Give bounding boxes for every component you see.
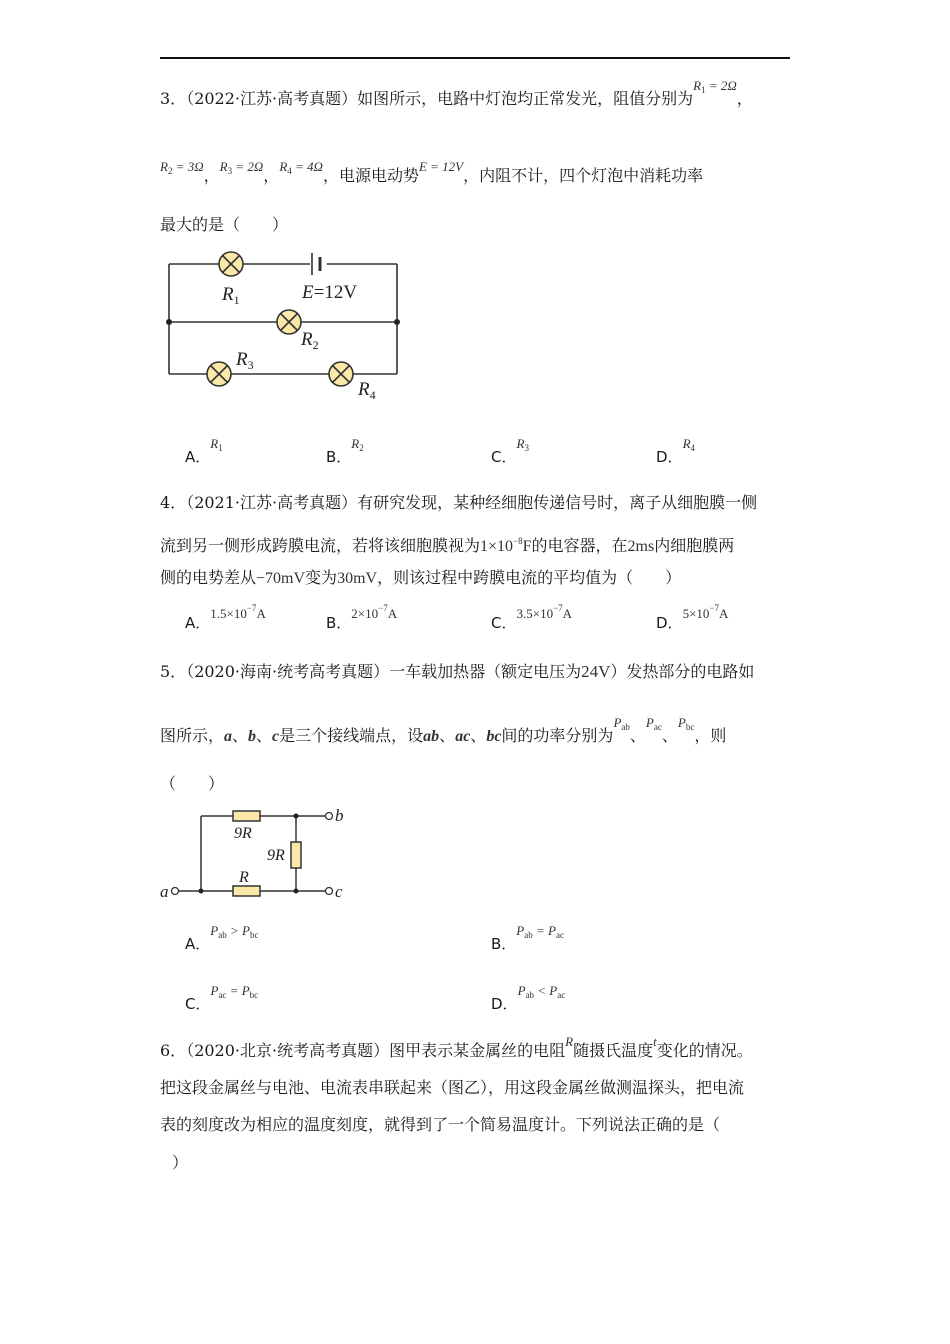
label-b: b bbox=[335, 806, 344, 825]
question-number: 5． bbox=[160, 662, 187, 681]
q4-line-2: 流到另一侧形成跨膜电流，若将该细胞膜视为$1\times 10^{-8}F$的电容器，在2ms内细胞膜两 bbox=[160, 536, 735, 555]
circuit-diagram-lamps bbox=[160, 245, 410, 405]
question-number: 6． bbox=[160, 1041, 187, 1060]
q6-line-4: ） bbox=[172, 1153, 189, 1172]
label-9r-mid: 9R bbox=[267, 847, 285, 864]
label-c: c bbox=[335, 882, 343, 901]
q3-option-d[interactable]: D．$^{R_4}$ bbox=[656, 436, 696, 466]
resistor-9r-mid bbox=[291, 842, 301, 868]
lamp-r1 bbox=[219, 252, 243, 276]
r4-value: R4 = 4Ω bbox=[279, 159, 323, 176]
q3-line-2: $^{R_2 = 3\Omega}$，$^{R_3 = 2\Omega}$，$^{R_4 = 4\Omega}$，电源电动势$^{E = 12V}$，内阻不计，四个灯泡中消耗功率 bbox=[160, 159, 704, 185]
q4-option-a[interactable]: A．$^{1.5\times 10^{-7}A}$ bbox=[185, 603, 266, 632]
q5-option-c[interactable]: C．$^{P_{ac} = P_{bc}}$ bbox=[185, 983, 259, 1013]
label-9r-top: 9R bbox=[234, 825, 252, 842]
resistor-r-bottom bbox=[233, 886, 260, 896]
lamp-r2 bbox=[277, 310, 301, 334]
label-r4: $R_4$ bbox=[358, 379, 376, 402]
label-a: a bbox=[160, 882, 169, 901]
q3-line-3: 最大的是（ ） bbox=[160, 215, 289, 234]
label-r-bottom: R bbox=[239, 869, 249, 886]
q3-line-1: 3．（2022·江苏·高考真题）如图所示，电路中灯泡均正常发光，阻值分别为$^{R_1 = 2\Omega}$， bbox=[160, 78, 753, 108]
q5-option-a[interactable]: A．$^{P_{ab} > P_{bc}}$ bbox=[185, 923, 259, 953]
voltage-end: 30mV bbox=[337, 570, 378, 587]
q3-option-c[interactable]: C．$^{R_3}$ bbox=[491, 436, 529, 466]
label-r3: $R_3$ bbox=[236, 349, 254, 372]
lamp-r3 bbox=[207, 362, 231, 386]
r1-value: R1 = 2Ω bbox=[693, 78, 737, 95]
q4-option-b[interactable]: B．$^{2\times 10^{-7}A}$ bbox=[326, 603, 398, 632]
q6-line-2: 把这段金属丝与电池、电流表串联起来（图乙），用这段金属丝做测温探头，把电流 bbox=[160, 1078, 745, 1097]
r2-value: R2 = 3Ω bbox=[160, 159, 204, 176]
resistor-9r-top bbox=[233, 811, 260, 821]
label-r2: $R_2$ bbox=[301, 329, 319, 352]
rated-voltage: 24V bbox=[581, 662, 611, 681]
q3-option-a[interactable]: A．$^{R_1}$ bbox=[185, 436, 223, 466]
q5-line-1: 5．（2020·海南·统考高考真题）一车载加热器（额定电压为24V）发热部分的电路如 bbox=[160, 662, 755, 681]
q6-line-1: 6．（2020·北京·统考高考真题）图甲表示某金属丝的电阻$^R$随摄氏温度$^t$变化的情况。 bbox=[160, 1034, 753, 1060]
q5-option-d[interactable]: D．$^{P_{ab} < P_{ac}}$ bbox=[491, 983, 566, 1013]
question-source: （2021·江苏·高考真题） bbox=[186, 493, 358, 512]
terminal-c bbox=[326, 888, 333, 895]
label-r1: $R_1$ bbox=[222, 284, 240, 307]
emf-value: E = 12V bbox=[418, 159, 464, 174]
q5-line-2: 图所示，a、b、c是三个接线端点，设ab、ac、bc间的功率分别为$^{P_{ab}}$、$^{P_{ac}}$、$^{P_{bc}}$，则 bbox=[160, 715, 727, 745]
header-rule bbox=[160, 57, 790, 59]
question-source: （2020·海南·统考高考真题） bbox=[186, 662, 390, 681]
q4-option-c[interactable]: C．$^{3.5\times 10^{-7}A}$ bbox=[491, 603, 573, 632]
terminal-a bbox=[172, 888, 179, 895]
q4-line-1: 4．（2021·江苏·高考真题）有研究发现，某种经细胞传递信号时，离子从细胞膜一侧 bbox=[160, 493, 758, 512]
q6-line-3: 表的刻度改为相应的温度刻度，就得到了一个简易温度计。下列说法正确的是（ bbox=[160, 1115, 721, 1134]
r3-value: R3 = 2Ω bbox=[219, 159, 264, 176]
circuit-diagram-resistors bbox=[158, 802, 358, 904]
question-number: 3． bbox=[160, 89, 187, 108]
question-number: 4． bbox=[160, 493, 187, 512]
lamp-r4 bbox=[329, 362, 353, 386]
capacitance-value: $1\times 10^{-8}F$ bbox=[480, 536, 532, 555]
voltage-start: −70mV bbox=[256, 570, 306, 587]
question-source: （2022·江苏·高考真题） bbox=[186, 89, 358, 108]
q4-line-3: 侧的电势差从−70mV变为30mV，则该过程中跨膜电流的平均值为（ ） bbox=[160, 568, 682, 587]
q3-option-b[interactable]: B．$^{R_2}$ bbox=[326, 436, 364, 466]
q5-line-3: （ ） bbox=[160, 774, 225, 793]
terminal-b bbox=[326, 813, 333, 820]
time-value: 2ms bbox=[627, 538, 655, 555]
q5-option-b[interactable]: B．$^{P_{ab} = P_{ac}}$ bbox=[491, 923, 564, 953]
q4-option-d[interactable]: D．$^{5\times 10^{-7}A}$ bbox=[656, 603, 729, 632]
question-source: （2020·北京·统考高考真题） bbox=[186, 1041, 390, 1060]
label-emf: E=12V bbox=[302, 282, 358, 303]
